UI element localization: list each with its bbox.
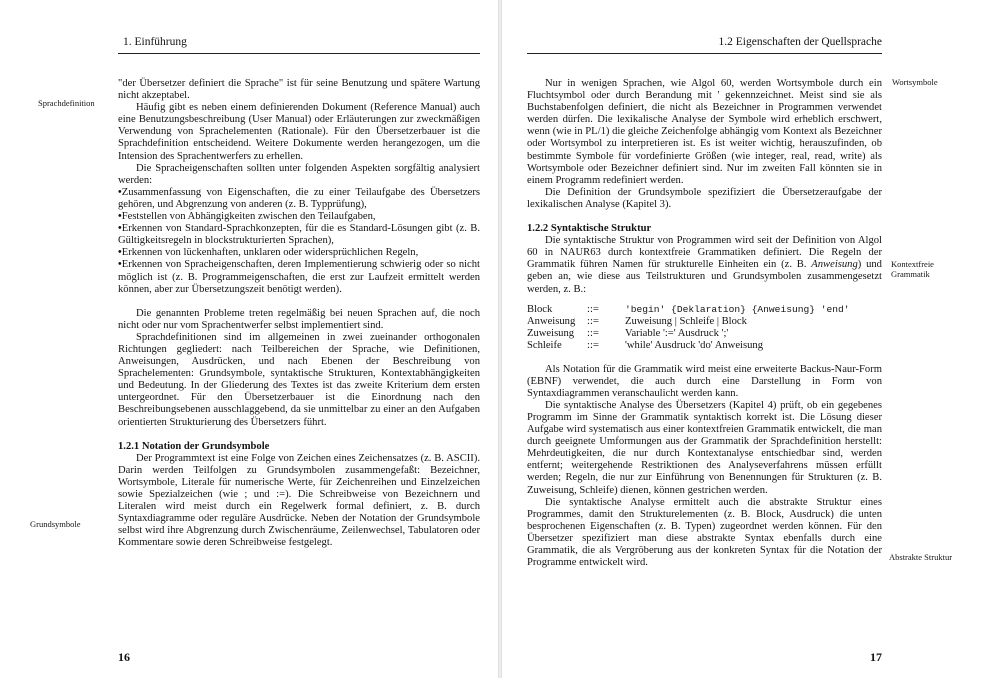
left-body (118, 78, 480, 549)
left-page-number: 16 (118, 650, 130, 664)
right-page (500, 0, 1000, 678)
list-item: •Erkennen von Spracheigenschaften, deren Implementierung schwierig oder so nicht möglich ist (z. B. Programmeigenschaften, die erst zur Laufzeit ermittelt werden können, aber zur Übersetzungszeit benötigt werden). (118, 259, 480, 295)
grammar-rules (527, 304, 850, 352)
paragraph: Sprachdefinitionen sind im allgemeinen in zwei zueinander orthogonalen Richtungen gegliedert: nach Teilbereichen der Sprache, wie Definitionen, Anweisungen, Ausdrücken, und nach Ebenen der Beschreibung von Sprachelementen: Grundsymbole, syntaktische Strukturen, Kontextabhängigkeiten und Bedeutung. In der Gliederung des Textes ist das zweite Kriterium dem ersten untergeordnet. Für den Übersetzerbauer ist die Einordnung nach den Beschreibungsebenen ausschlaggebend, da sie unmittelbar zu einer an den Aufgaben orientierten Strukturierung des Übersetzers führt. (118, 331, 480, 428)
bullet-icon: • (118, 259, 122, 271)
right-running-header: 1.2 Eigenschaften der Quellsprache (718, 36, 882, 48)
margin-note-grundsymbole: Grundsymbole (30, 519, 81, 529)
grammar-rule: Anweisung ::= Zuweisung | Schleife | Block (527, 315, 747, 327)
paragraph: Häufig gibt es neben einem definierenden Dokument (Reference Manual) auch eine Benutzungsbeschreibung (User Manual) oder Erläuterungen zur zweckmäßigen Verwendung von Sprachelementen (Rationale). Für den Übersetzerbauer ist die Sprachdefinition entscheidend. Weitere Dokumente werden herangezogen, um die Intension des Sprachentwerfers zu erhellen. (118, 102, 480, 162)
right-page-number: 17 (870, 650, 882, 664)
section-heading: 1.2.2 Syntaktische Struktur (527, 223, 652, 235)
paragraph: Die syntaktische Analyse des Übersetzers (Kapitel 4) prüft, ob ein gegebenes Programm im Sinne der Grammatik syntaktisch korrekt ist. Die Lösung dieser Aufgabe wird systematisch aus einer kontextfreien Grammatik entwickelt, die man durch geeignete Umformungen aus der Grammatik der Sprachdefinition herstellt: Mehrdeutigkeiten, die nur durch Kontextanalyse entschiedbar sind, werden entfernt; weitergehende Restriktionen des Analyseverfahrens müssen erfüllt werden; Regeln, die nur zur Einführung von Benennungen für Strukturen (z. B. Zuweisung, Schleife) dienen, können gestrichen werden. (527, 399, 882, 496)
bullet-icon: • (118, 211, 122, 223)
list-item: •Erkennen von Standard-Sprachkonzepten, für die es Standard-Lösungen gibt (z. B. Gültigkeitsregeln in blockstrukturierten Sprachen), (118, 223, 480, 247)
right-body (527, 78, 882, 569)
bullet-icon: • (118, 247, 122, 259)
grammar-rule: Schleife ::= 'while' Ausdruck 'do' Anweisung (527, 339, 763, 351)
left-header-rule (118, 53, 480, 54)
paragraph: Die syntaktische Analyse ermittelt auch die abstrakte Struktur eines Programmes, damit den Strukturelementen (z. B. Block, Ausdruck) die unten besprochenen Eigenschaften (z. B. Typen) zugeordnet werden können. Für den Übersetzer spezifiziert man diese abstrakte Syntax ebenfalls durch eine Grammatik, die als Vergröberung aus der konkreten Syntax für die Notation der Programme entwickelt wird. (527, 496, 882, 569)
left-running-header: 1. Einführung (123, 36, 187, 48)
paragraph: Die genannten Probleme treten regelmäßig bei neuen Sprachen auf, die noch nicht oder nur vom Sprachentwerfer selbst implementiert sind. (118, 307, 480, 331)
grammar-rule: Block ::= 'begin' {Deklaration} {Anweisung} 'end' (527, 303, 850, 315)
section-heading: 1.2.1 Notation der Grundsymbole (118, 440, 270, 452)
margin-note-sprachdefinition: Sprachdefinition (38, 98, 95, 108)
margin-note-kontextfreie-grammatik: Kontextfreie Grammatik (891, 259, 934, 279)
margin-note-abstrakte-struktur: Abstrakte Struktur (889, 552, 953, 562)
paragraph: Die syntaktische Struktur von Programmen wird seit der Definition von Algol 60 in NAUR63 durch kontextfreie Grammatiken definiert. Die Regeln der Grammatik führen Namen für strukturelle Einheiten ein (z. B. Anweisung) und geben an, wie diese aus Teilstrukturen und Grundsymbolen zusammengesetzt werden, z. B.: (527, 235, 882, 295)
paragraph: Die Definition der Grundsymbole spezifiziert die Übersetzeraufgabe der lexikalischen Analyse (Kapitel 3). (527, 186, 882, 210)
paragraph: Die Spracheigenschaften sollten unter folgenden Aspekten sorgfältig analysiert werden: (118, 162, 480, 186)
list-item: •Zusammenfassung von Eigenschaften, die zu einer Teilaufgabe des Übersetzers gehören, und Abgrenzung von anderen (z. B. Typprüfung), (118, 186, 480, 210)
margin-note-wortsymbole: Wortsymbole (892, 77, 938, 87)
paragraph: Nur in wenigen Sprachen, wie Algol 60, werden Wortsymbole durch ein Fluchtsymbol oder durch Berandung mit ' gekennzeichnet. Meist sind sie als Buchstabenfolgen definiert, die nicht als Bezeichner in Programmen verwendet werden dürfen. Die lexikalische Analyse der Symbole wird erheblich erschwert, wenn (wie in PL/1) die gleiche Zeichenfolge abhängig vom Kontext als Bezeichner oder Wortsymbol zu interpretieren ist. Es ist weiter wichtig, herauszufinden, ob bestimmte Symbole für vordefinierte Größen (wie integer, real, read, write) als Wortsymbole oder Bezeichner definiert sind. Nur im zweiten Fall könnten sie in einem Programm redefiniert werden. (527, 78, 882, 186)
paragraph: Als Notation für die Grammatik wird meist eine erweiterte Backus-Naur-Form (EBNF) verwendet, die auch durch eine Darstellung in Form von Syntaxdiagrammen veranschaulicht werden kann. (527, 363, 882, 399)
bullet-icon: • (118, 186, 122, 198)
right-header-rule (527, 53, 882, 54)
list-item: •Erkennen von lückenhaften, unklaren oder widersprüchlichen Regeln, (118, 247, 419, 259)
paragraph: "der Übersetzer definiert die Sprache" ist für seine Benutzung und spätere Wartung nicht akzeptabel. (118, 78, 480, 102)
paragraph: Der Programmtext ist eine Folge von Zeichen eines Zeichensatzes (z. B. ASCII). Darin werden Teilfolgen zu Grundsymbolen zusammengefaßt: Bezeichner, Wortsymbole, Literale für numerische Werte, für Zeichenreihen und Einzelzeichen sowie Spezialzeichen (wie ; und :=). Die Schreibweise von Bezeichnern und Literalen wird meist durch ein Regelwerk formal definiert, z. B. durch Syntaxdiagramme oder reguläre Ausdrücke. Neben der Notation der Grundsymbole selbst wird ihre Abgrenzung durch Zwischenräume, Zeilenwechsel, Tabulatoren oder Kommentare sowie deren Schreibweise festgelegt. (118, 452, 480, 549)
list-item: •Feststellen von Abhängigkeiten zwischen den Teilaufgaben, (118, 211, 376, 223)
bullet-icon: • (118, 223, 122, 235)
grammar-rule: Zuweisung ::= Variable ':=' Ausdruck ';' (527, 327, 729, 339)
